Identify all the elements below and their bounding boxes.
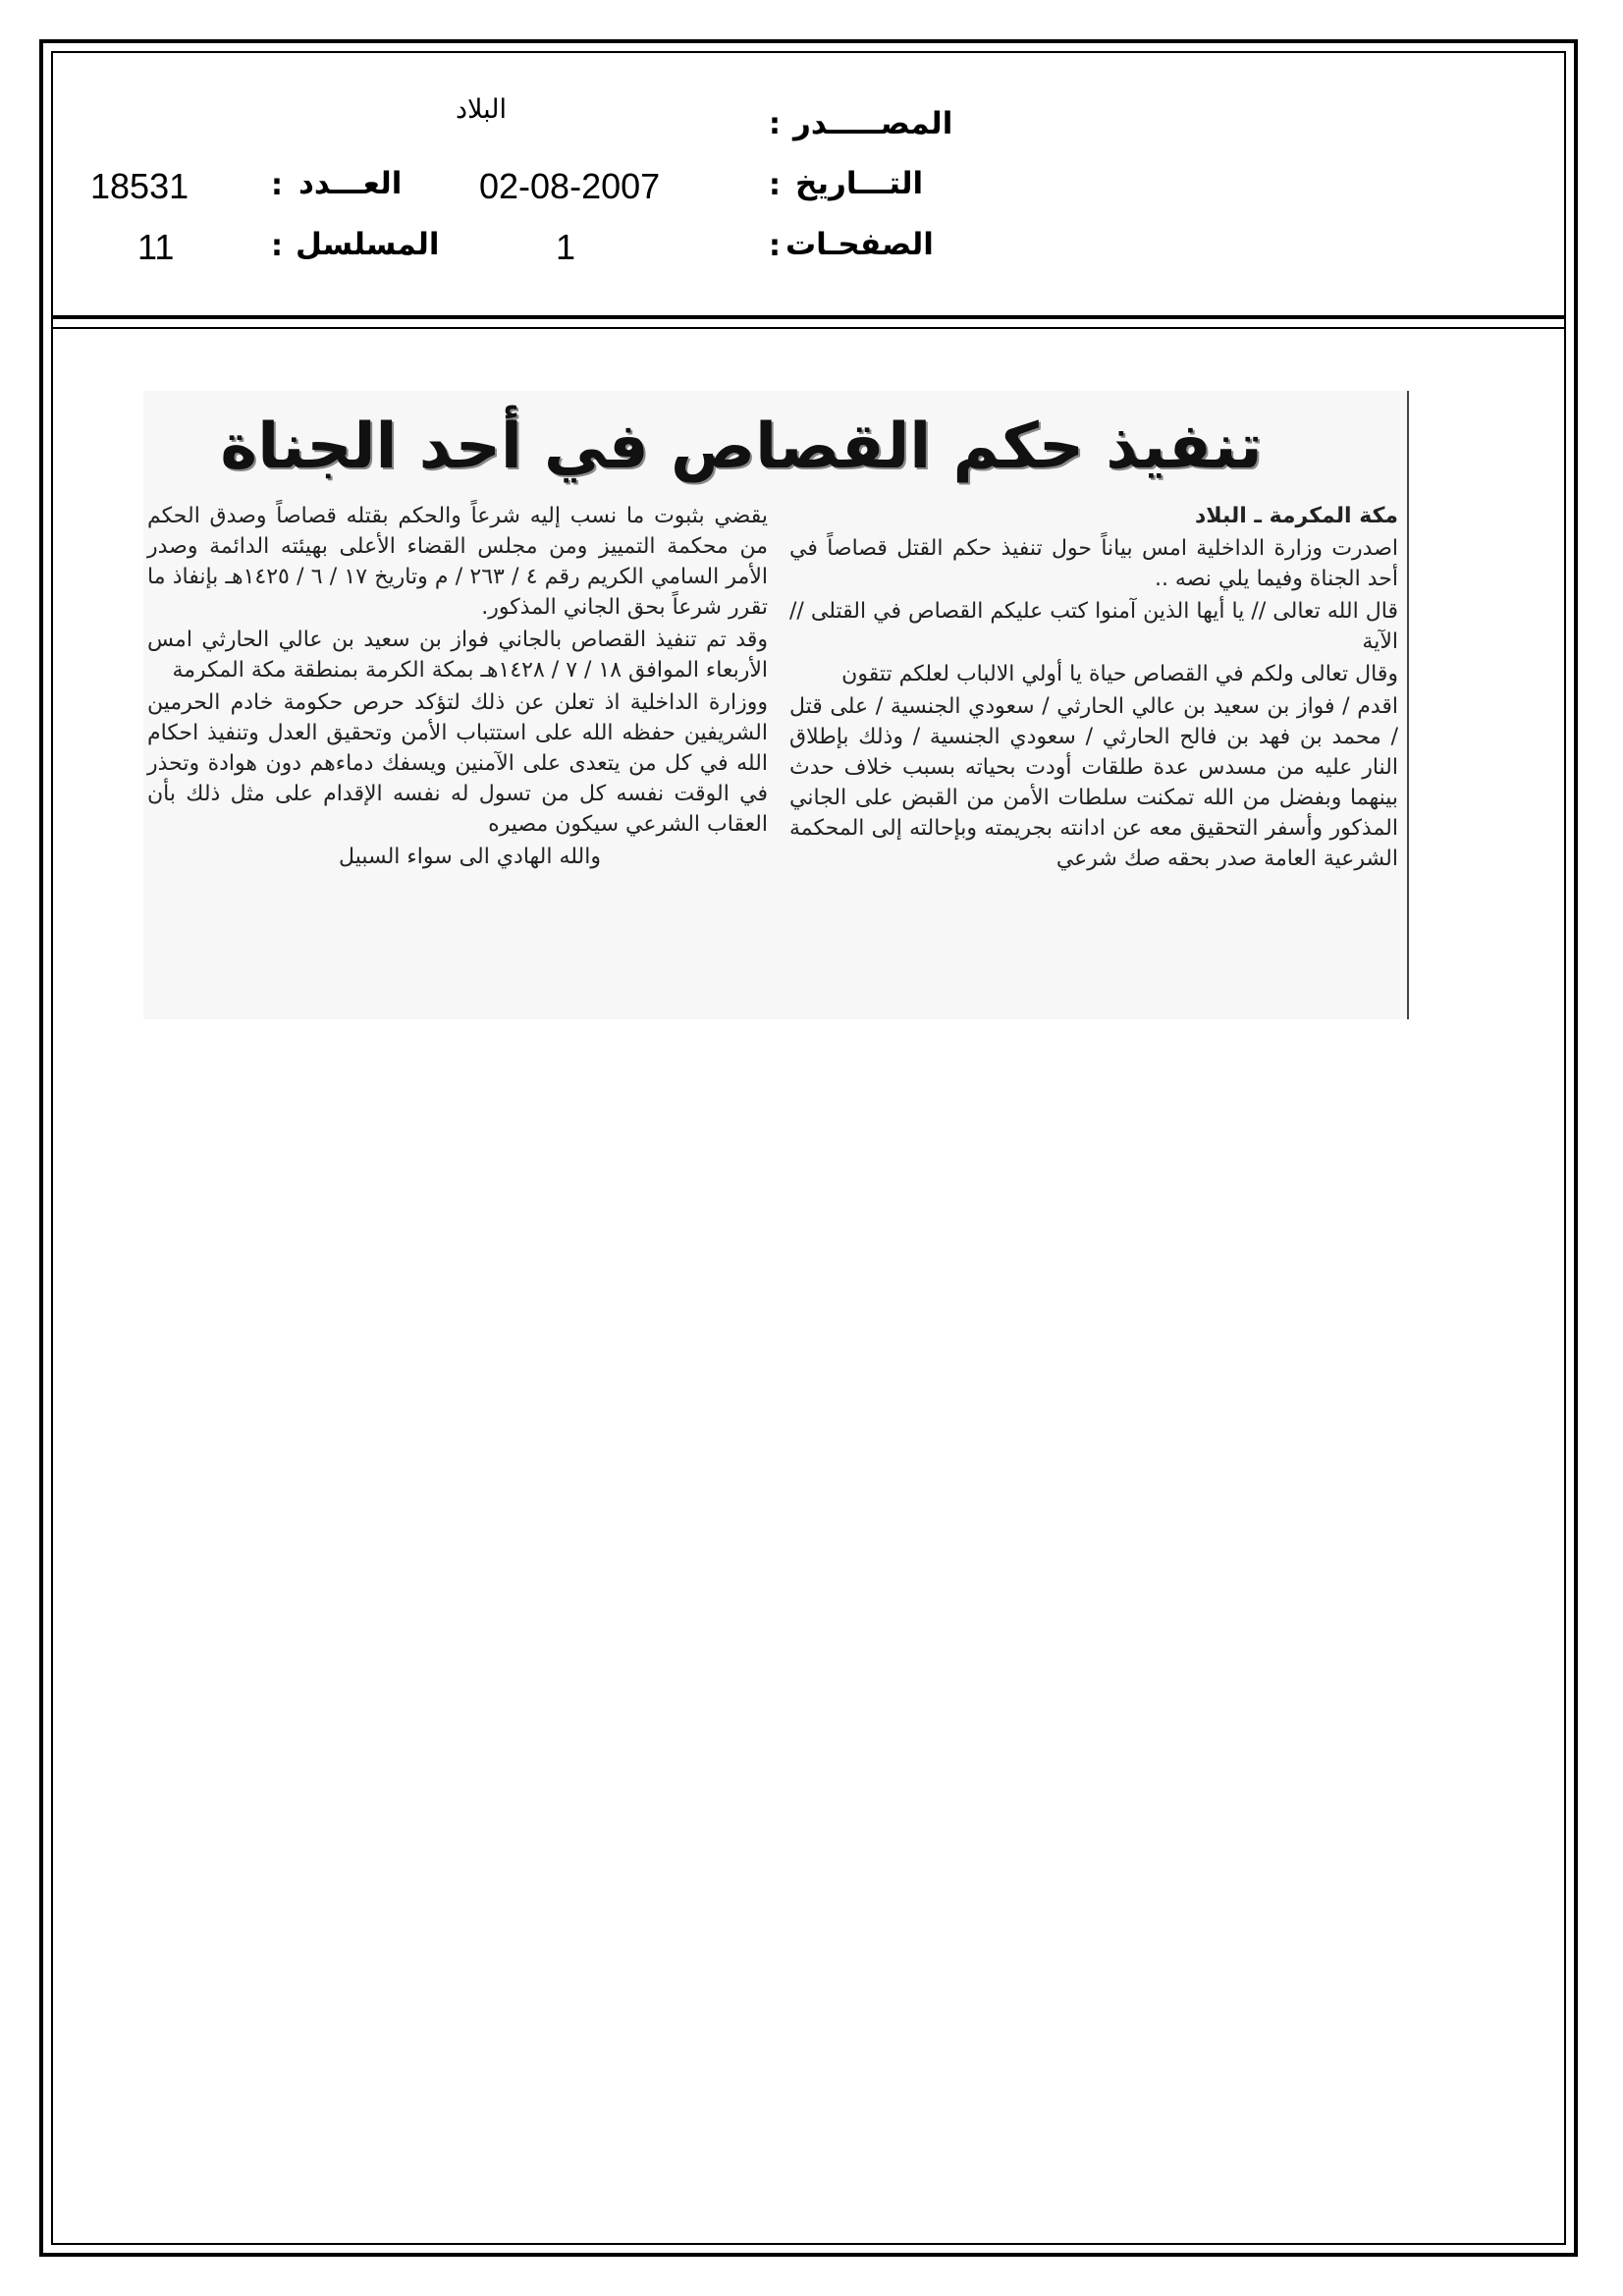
article-paragraph: وقد تم تنفيذ القصاص بالجاني فواز بن سعيد بن عالي الحارثي امس الأربعاء الموافق ١٨ / ٧ / ١٤٢٨هـ بمكة الكرمة بمنطقة مكة المكرمة (147, 628, 768, 683)
issue-colon: : (271, 168, 283, 202)
date-colon: : (769, 168, 781, 202)
date-label: التـــاريخ (795, 166, 924, 201)
article-column-left (147, 501, 768, 874)
article-paragraph: ووزارة الداخلية اذ تعلن عن ذلك لتؤكد حرص حكومة خادم الحرمين الشريفين حفظه الله على استتباب الأمن وتحقيق العدل وتنفيذ احكام الله في كل من يتعدى على الآمنين ويسفك دماءهم دون هوادة وتحذر في الوقت نفسه كل من تسول له نفسه الإقدام على مثل ذلك بأن العقاب الشرعي سيكون مصيره (147, 690, 768, 837)
article-paragraph: قال الله تعالى // يا أيها الذين آمنوا كتب عليكم القصاص في القتلى // الآية (789, 599, 1398, 654)
issue-label: العـــدد (298, 166, 403, 201)
serial-value: 11 (137, 227, 175, 267)
serial-colon: : (271, 229, 283, 263)
article-paragraph: وقال تعالى ولكم في القصاص حياة يا أولي الالباب لعلكم تتقون (841, 662, 1398, 686)
header-divider-thick (51, 315, 1566, 319)
article-paragraph: يقضي بثبوت ما نسب إليه شرعاً والحكم بقتله قصاصاً وصدق الحكم من محكمة التمييز ومن مجلس القضاء الأعلى بهيئته الدائمة وصدر الأمر السامي الكريم رقم ٤ / ٢٦٣ / م وتاريخ ١٧ / ٦ / ١٤٢٥هـ بإنفاذ ما تقرر شرعاً بحق الجاني المذكور. (147, 504, 768, 620)
article-column-right (789, 501, 1398, 876)
source-colon: : (769, 107, 781, 141)
serial-label: المسلسل (296, 227, 440, 262)
page-border-inner (51, 51, 1566, 2245)
pages-value: 1 (556, 227, 576, 267)
clipping-column-rule (1407, 391, 1409, 1019)
source-label: المصـــــدر (793, 106, 953, 141)
pages-colon: : (769, 229, 781, 263)
article-paragraph: اصدرت وزارة الداخلية امس بياناً حول تنفيذ حكم القتل قصاصاً في أحد الجناة وفيما يلي نصه .. (789, 536, 1398, 591)
article-closing: والله الهادي الى سواء السبيل (339, 845, 601, 869)
article-dateline: مكة المكرمة ـ البلاد (1194, 504, 1398, 528)
date-value: 02-08-2007 (479, 166, 661, 206)
pages-label: الصفحـات (785, 227, 934, 262)
issue-value: 18531 (90, 166, 189, 206)
source-value: البلاد (456, 94, 508, 124)
article-headline: تنفيذ حكم القصاص في أحد الجناة (220, 410, 1263, 483)
header-divider-thin (51, 327, 1566, 329)
article-paragraph: اقدم / فواز بن سعيد بن عالي الحارثي / سعودي الجنسية / على قتل / محمد بن فهد بن فالح الحارثي / سعودي الجنسية / وذلك بإطلاق النار عليه من مسدس عدة طلقات أودت بحياته بسبب خلاف حدث بينهما وبفضل من الله تمكنت سلطات الأمن من القبض على الجاني المذكور وأسفر التحقيق معه عن ادانته بجريمته وبإحالته إلى المحكمة الشرعية العامة صدر بحقه صك شرعي (789, 694, 1398, 871)
